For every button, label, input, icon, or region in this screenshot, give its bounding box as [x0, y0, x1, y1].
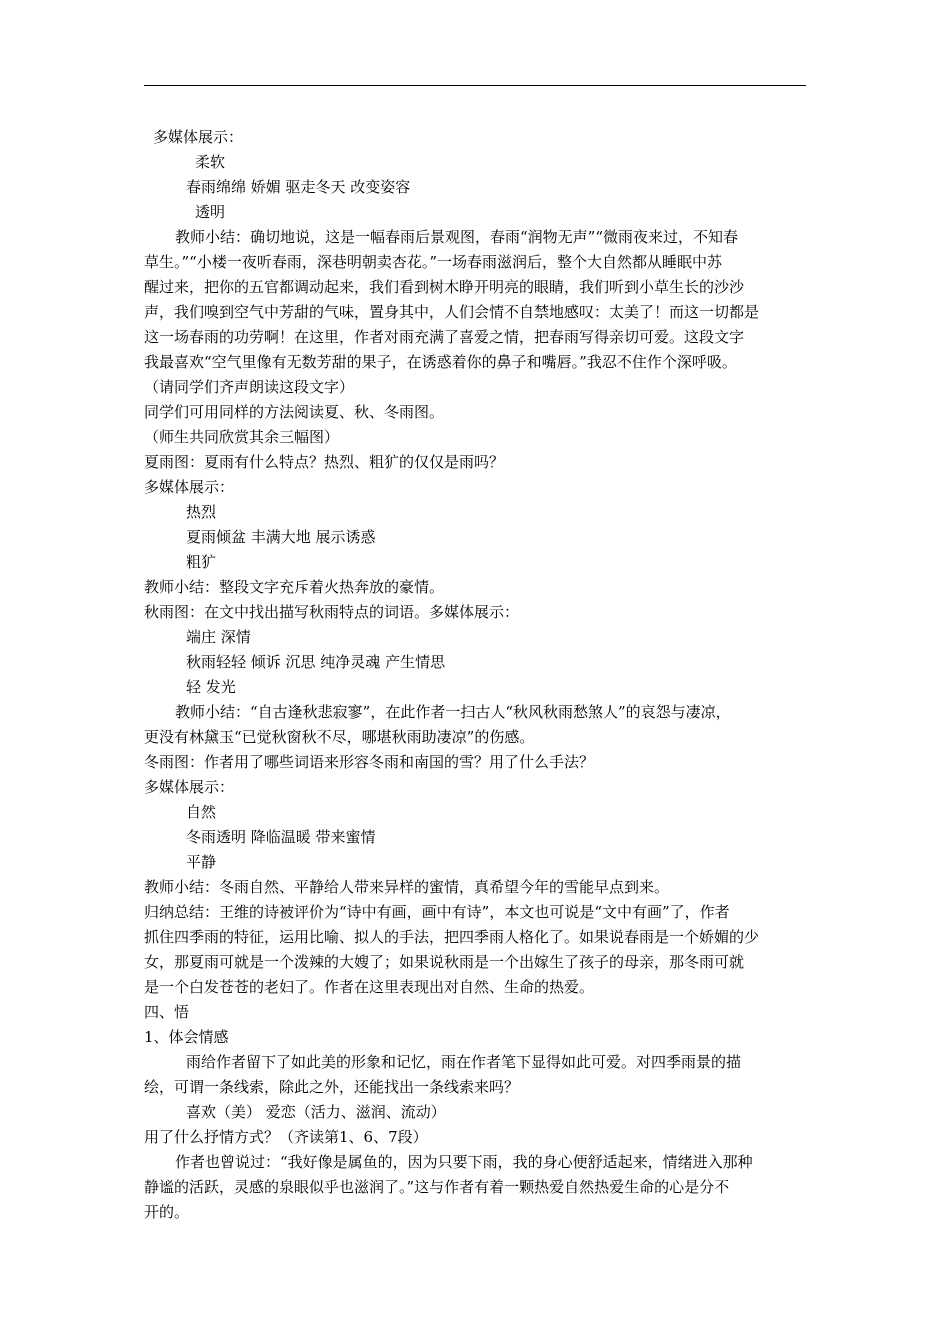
- text-line: 平静: [186, 853, 217, 871]
- text-line: 喜欢（美） 爱恋（活力、滋润、流动）: [186, 1103, 446, 1121]
- text-line: 雨给作者留下了如此美的形象和记忆，雨在作者笔下显得如此可爱。对四季雨景的描: [186, 1053, 742, 1071]
- text-line: 静谧的活跃，灵感的泉眼似乎也滋润了。”这与作者有着一颗热爱自然热爱生命的心是分不: [144, 1178, 730, 1196]
- text-line: 女，那夏雨可就是一个泼辣的大嫂了；如果说秋雨是一个出嫁生了孩子的母亲，那冬雨可就: [144, 953, 745, 971]
- text-line: 透明: [195, 203, 226, 221]
- header-rule: [144, 85, 806, 86]
- text-line: 多媒体展示：: [144, 478, 235, 496]
- text-line: 草生。”“小楼一夜听春雨，深巷明朝卖杏花。”一场春雨滋润后，整个大自然都从睡眠中苏: [144, 253, 723, 271]
- text-line: 用了什么抒情方式？（齐读第1、6、7段）: [144, 1128, 428, 1146]
- text-line: 四、悟: [144, 1003, 190, 1021]
- text-line: 端庄 深情: [186, 628, 251, 646]
- text-line: （请同学们齐声朗读这段文字）: [144, 378, 355, 396]
- text-line: 冬雨图：作者用了哪些词语来形容冬雨和南国的雪？用了什么手法？: [144, 753, 595, 771]
- text-line: 春雨绵绵 娇媚 驱走冬天 改变姿容: [186, 178, 411, 196]
- text-line: 是一个白发苍苍的老妇了。作者在这里表现出对自然、生命的热爱。: [144, 978, 595, 996]
- text-line: 多媒体展示：: [144, 778, 235, 796]
- text-line: 热烈: [186, 503, 217, 521]
- text-line: 轻 发光: [186, 678, 236, 696]
- text-line: 夏雨倾盆 丰满大地 展示诱惑: [186, 528, 376, 546]
- text-line: 开的。: [144, 1203, 190, 1221]
- text-line: 归纳总结：王维的诗被评价为“诗中有画，画中有诗”，本文也可说是“文中有画”了，作者: [144, 903, 730, 921]
- text-line: 冬雨透明 降临温暖 带来蜜情: [186, 828, 376, 846]
- text-line: 我最喜欢“空气里像有无数芳甜的果子，在诱惑着你的鼻子和嘴唇。”我忍不住作个深呼吸。: [144, 353, 737, 371]
- text-line: 作者也曾说过：“我好像是属鱼的，因为只要下雨，我的身心便舒适起来，情绪进入那种: [175, 1153, 753, 1171]
- text-line: 教师小结：确切地说，这是一幅春雨后景观图，春雨“润物无声”“微雨夜来过，不知春: [175, 228, 739, 246]
- text-line: 自然: [186, 803, 217, 821]
- text-line: 醒过来，把你的五官都调动起来，我们看到树木睁开明亮的眼睛，我们听到小草生长的沙沙: [144, 278, 745, 296]
- text-line: 柔软: [195, 153, 226, 171]
- text-line: 教师小结：冬雨自然、平静给人带来异样的蜜情，真希望今年的雪能早点到来。: [144, 878, 670, 896]
- text-line: 粗犷: [186, 553, 217, 571]
- text-line: 教师小结：整段文字充斥着火热奔放的豪情。: [144, 578, 445, 596]
- text-line: 同学们可用同样的方法阅读夏、秋、冬雨图。: [144, 403, 445, 421]
- text-line: 夏雨图：夏雨有什么特点？热烈、粗犷的仅仅是雨吗？: [144, 453, 505, 471]
- text-line: 声，我们嗅到空气中芳甜的气味，置身其中，人们会情不自禁地感叹：太美了！而这一切都是: [144, 303, 760, 321]
- text-line: 抓住四季雨的特征，运用比喻、拟人的手法，把四季雨人格化了。如果说春雨是一个娇媚的少: [144, 928, 760, 946]
- text-line: 这一场春雨的功劳啊！在这里，作者对雨充满了喜爱之情，把春雨写得亲切可爱。这段文字: [144, 328, 745, 346]
- text-line: 多媒体展示：: [153, 128, 244, 146]
- text-line: 秋雨图：在文中找出描写秋雨特点的词语。多媒体展示：: [144, 603, 520, 621]
- text-line: 更没有林黛玉“已觉秋窗秋不尽，哪堪秋雨助凄凉”的伤感。: [144, 728, 535, 746]
- text-line: 教师小结：“自古逢秋悲寂寥”，在此作者一扫古人“秋风秋雨愁煞人”的哀怨与凄凉，: [175, 703, 731, 721]
- text-line: （师生共同欣赏其余三幅图）: [144, 428, 340, 446]
- text-line: 1、体会情感: [144, 1028, 229, 1046]
- text-line: 秋雨轻轻 倾诉 沉思 纯净灵魂 产生情思: [186, 653, 446, 671]
- text-line: 绘，可谓一条线索，除此之外，还能找出一条线索来吗？: [144, 1078, 520, 1096]
